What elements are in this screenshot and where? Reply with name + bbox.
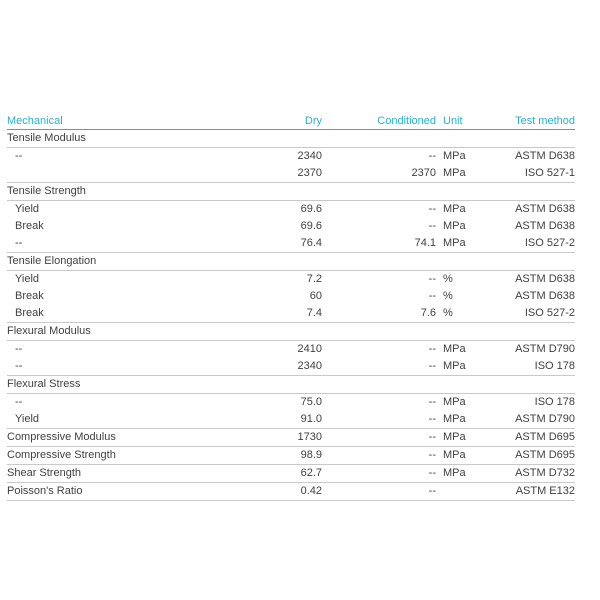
test-method-value: ISO 527-2 — [524, 237, 575, 249]
table-row — [7, 358, 575, 375]
unit-value: % — [443, 290, 453, 302]
unit-value: MPa — [443, 449, 466, 461]
unit-value: % — [443, 273, 453, 285]
row-label: Break — [15, 307, 44, 319]
table-section-row — [7, 375, 575, 394]
dry-value: 69.6 — [300, 220, 322, 232]
column-header-unit: Unit — [443, 114, 463, 127]
row-label: Flexural Stress — [7, 378, 81, 390]
table-section-row — [7, 322, 575, 341]
row-label: Poisson's Ratio — [7, 485, 83, 497]
column-header-conditioned: Conditioned — [377, 114, 436, 127]
test-method-value: ASTM D732 — [515, 467, 575, 479]
dry-value: 69.6 — [300, 203, 322, 215]
conditioned-value: -- — [428, 413, 436, 425]
conditioned-value: -- — [428, 485, 436, 497]
unit-value: MPa — [443, 413, 466, 425]
conditioned-value: -- — [428, 449, 436, 461]
conditioned-value: -- — [428, 360, 436, 372]
dry-value: 2370 — [297, 167, 322, 179]
conditioned-value: 2370 — [411, 167, 436, 179]
conditioned-value: 7.6 — [420, 307, 436, 319]
unit-value: MPa — [443, 167, 466, 179]
column-header-mechanical: Mechanical — [7, 114, 63, 127]
test-method-value: ASTM D790 — [515, 343, 575, 355]
unit-value: MPa — [443, 360, 466, 372]
mechanical-properties-table — [7, 112, 575, 501]
unit-value: MPa — [443, 203, 466, 215]
row-label: Tensile Elongation — [7, 255, 97, 267]
test-method-value: ISO 178 — [534, 360, 575, 372]
dry-value: 1730 — [297, 431, 322, 443]
table-row — [7, 288, 575, 305]
dry-value: 98.9 — [300, 449, 322, 461]
dry-value: 76.4 — [300, 237, 322, 249]
unit-value: % — [443, 307, 453, 319]
unit-value: MPa — [443, 237, 466, 249]
table-row — [7, 148, 575, 165]
test-method-value: ASTM D695 — [515, 449, 575, 461]
column-header-test-method: Test method — [515, 114, 575, 127]
unit-value: MPa — [443, 150, 466, 162]
row-label: Yield — [15, 203, 40, 215]
conditioned-value: -- — [428, 273, 436, 285]
dry-value: 62.7 — [300, 467, 322, 479]
row-label: -- — [15, 360, 23, 372]
row-label: Break — [15, 290, 44, 302]
conditioned-value: -- — [428, 150, 436, 162]
test-method-value: ASTM D695 — [515, 431, 575, 443]
conditioned-value: -- — [428, 203, 436, 215]
row-label: Shear Strength — [7, 467, 81, 479]
table-section-row — [7, 252, 575, 271]
row-label: Compressive Strength — [7, 449, 116, 461]
row-label: Break — [15, 220, 44, 232]
conditioned-value: -- — [428, 431, 436, 443]
row-label: -- — [15, 150, 23, 162]
unit-value: MPa — [443, 431, 466, 443]
row-label: Compressive Modulus — [7, 431, 116, 443]
row-label: -- — [15, 237, 23, 249]
unit-value: MPa — [443, 467, 466, 479]
dry-value: 7.2 — [306, 273, 322, 285]
test-method-value: ASTM D638 — [515, 220, 575, 232]
test-method-value: ASTM D638 — [515, 290, 575, 302]
table-section-row — [7, 465, 575, 483]
test-method-value: ASTM D638 — [515, 273, 575, 285]
test-method-value: ASTM E132 — [515, 485, 575, 497]
dry-value: 75.0 — [300, 396, 322, 408]
conditioned-value: -- — [428, 467, 436, 479]
table-section-row — [7, 447, 575, 465]
dry-value: 0.42 — [300, 485, 322, 497]
test-method-value: ASTM D638 — [515, 203, 575, 215]
dry-value: 2340 — [297, 360, 322, 372]
row-label: -- — [15, 343, 23, 355]
row-label: Flexural Modulus — [7, 325, 91, 337]
table-section-row — [7, 182, 575, 201]
dry-value: 2340 — [297, 150, 322, 162]
dry-value: 60 — [309, 290, 322, 302]
conditioned-value: -- — [428, 290, 436, 302]
table-row — [7, 218, 575, 235]
row-label: -- — [15, 396, 23, 408]
row-label: Tensile Modulus — [7, 132, 86, 144]
table-row — [7, 394, 575, 411]
unit-value: MPa — [443, 343, 466, 355]
dry-value: 7.4 — [306, 307, 322, 319]
test-method-value: ISO 527-1 — [524, 167, 575, 179]
table-section-row — [7, 428, 575, 447]
table-row — [7, 165, 575, 182]
conditioned-value: -- — [428, 396, 436, 408]
conditioned-value: -- — [428, 220, 436, 232]
conditioned-value: -- — [428, 343, 436, 355]
row-label: Yield — [15, 413, 40, 425]
table-row — [7, 411, 575, 428]
row-label: Tensile Strength — [7, 185, 86, 197]
test-method-value: ASTM D638 — [515, 150, 575, 162]
test-method-value: ISO 178 — [534, 396, 575, 408]
table-row — [7, 305, 575, 322]
table-section-row — [7, 483, 575, 501]
column-header-dry: Dry — [304, 114, 322, 127]
table-section-row — [7, 130, 575, 148]
unit-value: MPa — [443, 396, 466, 408]
unit-value: MPa — [443, 220, 466, 232]
dry-value: 91.0 — [300, 413, 322, 425]
test-method-value: ASTM D790 — [515, 413, 575, 425]
table-row — [7, 271, 575, 288]
table-row — [7, 201, 575, 218]
row-label: Yield — [15, 273, 40, 285]
conditioned-value: 74.1 — [414, 237, 436, 249]
test-method-value: ISO 527-2 — [524, 307, 575, 319]
table-row — [7, 235, 575, 252]
dry-value: 2410 — [297, 343, 322, 355]
table-header-row — [7, 112, 575, 130]
table-row — [7, 341, 575, 358]
